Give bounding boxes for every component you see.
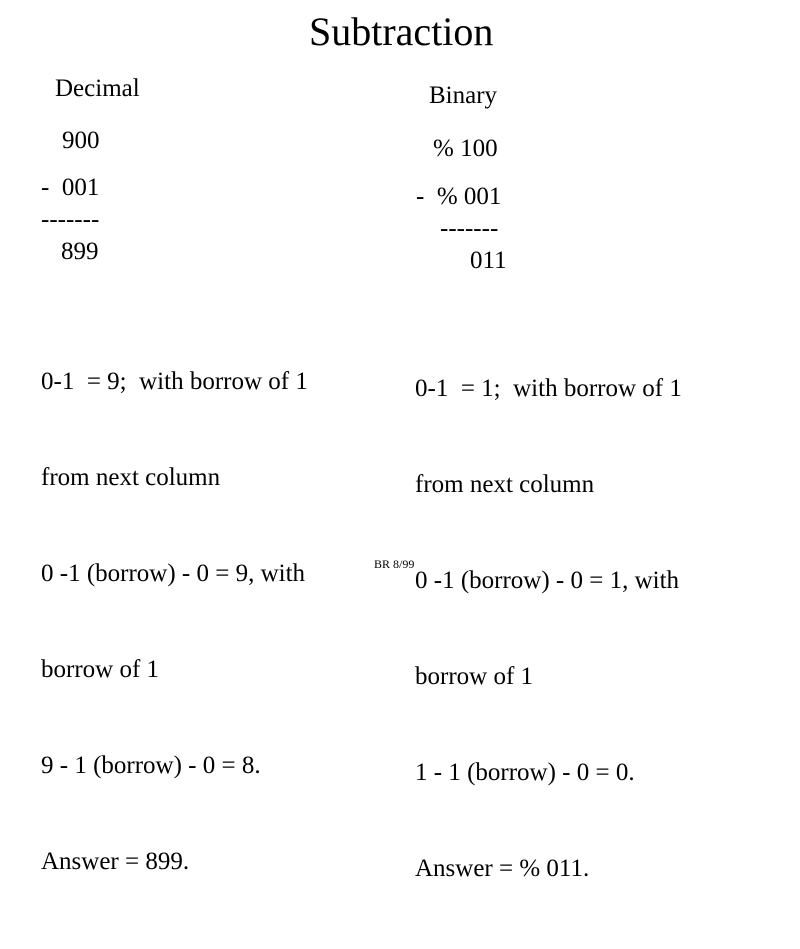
binary-explanation xyxy=(415,309,682,949)
explanation-line: from next column xyxy=(415,471,595,498)
binary-result: 011 xyxy=(470,247,507,274)
explanation-line: 0 -1 (borrow) - 0 = 9, with xyxy=(41,560,306,587)
decimal-minuend: 900 xyxy=(62,127,100,154)
explanation-line: borrow of 1 xyxy=(415,663,534,690)
explanation-line: borrow of 1 xyxy=(41,656,160,683)
decimal-result: 899 xyxy=(61,238,99,265)
explanation-line: 9 - 1 (borrow) - 0 = 8. xyxy=(41,752,261,779)
decimal-rule: ------- xyxy=(41,206,100,233)
decimal-subtrahend: - 001 xyxy=(41,174,100,201)
explanation-line: 1 - 1 (borrow) - 0 = 0. xyxy=(415,759,635,786)
decimal-heading: Decimal xyxy=(55,75,140,102)
page-title: Subtraction xyxy=(309,9,494,54)
slide-footer: BR 8/99 xyxy=(374,557,415,571)
explanation-line: 0-1 = 1; with borrow of 1 xyxy=(415,375,682,402)
explanation-line: 0-1 = 9; with borrow of 1 xyxy=(41,368,308,395)
explanation-line: from next column xyxy=(41,464,221,491)
binary-heading: Binary xyxy=(429,82,498,109)
binary-rule: ------- xyxy=(440,215,499,242)
binary-minuend: % 100 xyxy=(433,135,498,162)
explanation-line: 0 -1 (borrow) - 0 = 1, with xyxy=(415,567,680,594)
binary-subtrahend: - % 001 xyxy=(416,183,502,210)
explanation-line: Answer = % 011. xyxy=(415,855,590,882)
explanation-line: Answer = 899. xyxy=(41,848,190,875)
decimal-explanation xyxy=(41,302,308,942)
